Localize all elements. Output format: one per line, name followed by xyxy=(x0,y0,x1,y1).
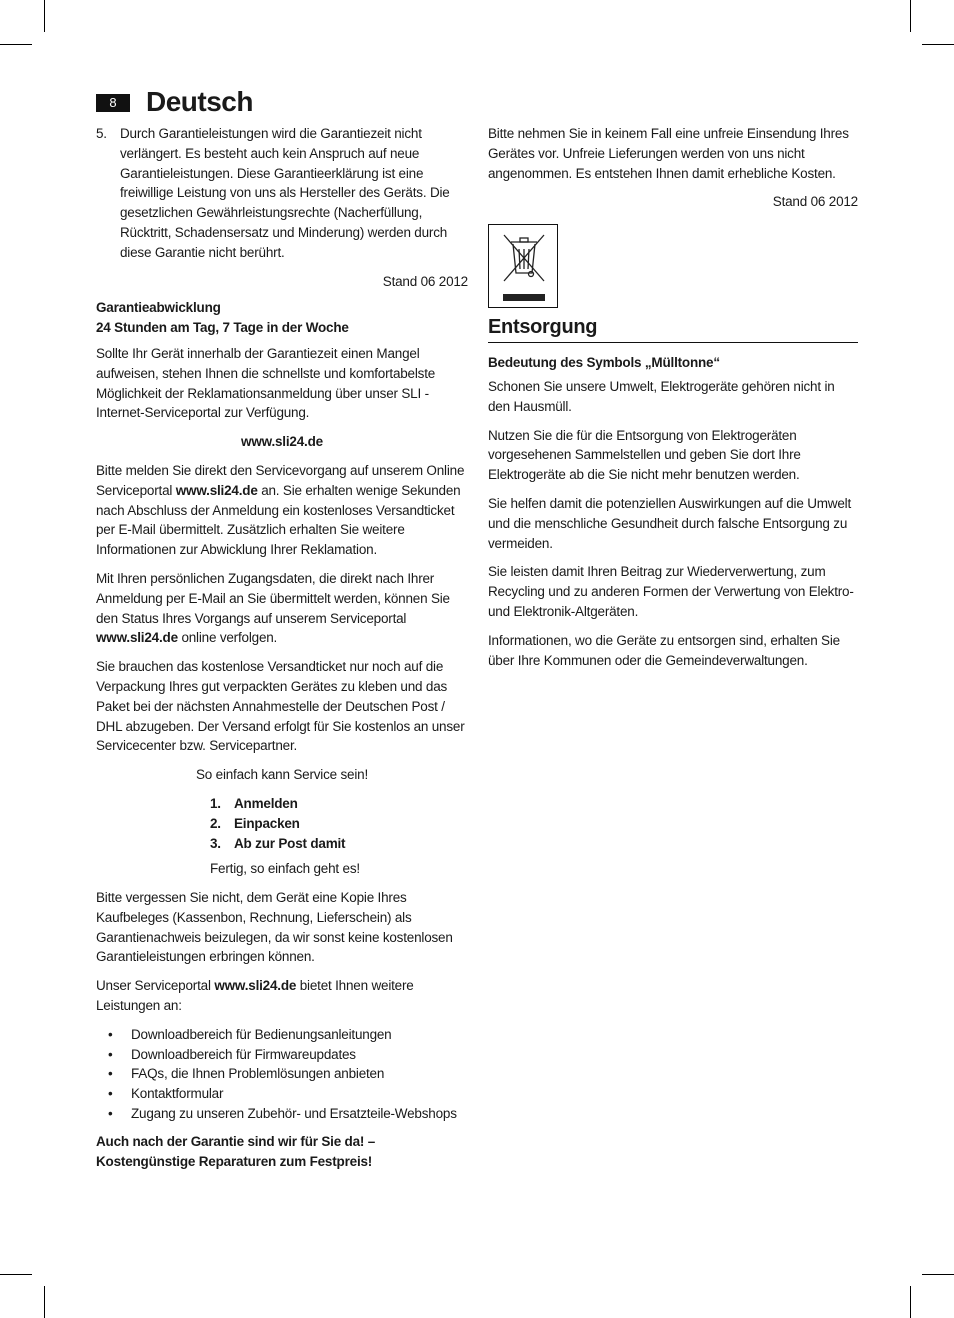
bullet-icon: • xyxy=(108,1086,113,1102)
service-url: www.sli24.de xyxy=(175,482,258,498)
list-item xyxy=(96,1084,468,1104)
list-item-text: Durch Garantieleistungen wird die Garantiezeit nicht verlängert. Es besteht auch kein Anspruch auf neue Garantieleistungen. Diese Garantieerklärung ist eine freiwillige Leistung von uns als Hersteller des Geräts. Die gesetzlichen Gewährleistungsrechte (Nacherfüllung, Rücktritt, Schadensersatz und Minderung) werden durch diese Garantie nicht berührt. xyxy=(120,126,450,260)
steps-list xyxy=(210,794,468,853)
text: bietet Ihnen weitere Leistungen an: xyxy=(96,978,414,1014)
list-item-text: Downloadbereich für Firmwareupdates xyxy=(131,1046,356,1062)
crop-mark xyxy=(44,0,45,32)
section-subheading: 24 Stunden am Tag, 7 Tage in der Woche xyxy=(96,320,349,336)
step-label: Anmelden xyxy=(234,795,298,811)
text: Mit Ihren persönlichen Zugangsdaten, die direkt nach Ihrer Anmeldung per E-Mail an Sie übermittelt werden, können Sie den Status Ihres Vorgangs auf unserem Serviceportal xyxy=(96,570,450,626)
paragraph xyxy=(96,976,468,1016)
paragraph: Bitte nehmen Sie in keinem Fall eine unfreie Einsendung Ihres Gerätes vor. Unfreie Lieferungen werden von uns nicht angenommen. Es entstehen Ihnen damit erhebliche Kosten. xyxy=(488,126,849,181)
paragraph: Sie brauchen das kostenlose Versandticket nur noch auf die Verpackung Ihres gut verpackten Gerätes zu kleben und das Paket bei der nächsten Annahmestelle der Deutschen Post / DHL abzugeben. Der Versand erfolgt für Sie kostenlos an unser Servicecenter bzw. Servicepartner. xyxy=(96,659,465,754)
bullet-icon: • xyxy=(108,1026,113,1042)
service-url: www.sli24.de xyxy=(96,630,178,646)
list-item-number: 5. xyxy=(96,126,107,141)
bullet-icon: • xyxy=(108,1106,113,1122)
crop-mark xyxy=(910,0,911,32)
crop-mark xyxy=(910,1286,911,1318)
paragraph xyxy=(96,569,468,648)
crop-mark xyxy=(922,1274,954,1275)
fertig-text: Fertig, so einfach geht es! xyxy=(210,861,360,877)
paragraph: Sie leisten damit Ihren Beitrag zur Wiederverwertung, zum Recycling und zu anderen Formen der Verwertung von Elektro- und Elektronik-Altgeräten. xyxy=(488,564,854,619)
step-number: 3. xyxy=(210,835,221,851)
section-subheading: Bedeutung des Symbols „Mülltonne“ xyxy=(488,355,720,371)
services-list xyxy=(96,1025,468,1124)
crop-mark xyxy=(0,1274,32,1275)
paragraph: Sie helfen damit die potenziellen Auswirkungen auf die Umwelt und die menschliche Gesundheit durch falsche Entsorgung zu vermeiden. xyxy=(488,495,852,551)
text: Unser Serviceportal xyxy=(96,978,215,994)
list-item xyxy=(96,1025,468,1045)
list-item xyxy=(96,1104,468,1124)
service-url: www.sli24.de xyxy=(241,434,323,450)
crop-mark xyxy=(922,44,954,45)
paragraph: Bitte vergessen Sie nicht, dem Gerät eine Kopie Ihres Kaufbeleges (Kassenbon, Rechnung, Lieferschein) als Garantienachweis beizulegen, da wir sonst keine kostenlosen Garantieleistungen erbringen können. xyxy=(96,890,453,965)
language-title: Deutsch xyxy=(146,86,253,117)
stand-date: Stand 06 2012 xyxy=(382,273,468,289)
crop-mark xyxy=(0,44,32,45)
left-column xyxy=(96,124,468,1180)
paragraph: Sollte Ihr Gerät innerhalb der Garantiezeit einen Mangel aufweisen, stehen Ihnen die schnellste und komfortabelste Möglichkeit der Reklamationsanmeldung über unser SLI - Internet-Serviceportal zur Verfügung. xyxy=(96,345,436,421)
crossed-out-wheelie-bin-icon xyxy=(488,224,558,308)
closing-statement: Auch nach der Garantie sind wir für Sie da! – Kostengünstige Reparaturen zum Festpreis! xyxy=(96,1133,376,1169)
step-item xyxy=(210,794,468,814)
paragraph: Nutzen Sie die für die Entsorgung von Elektrogeräten vorgesehenen Sammelstellen und geben Sie dort Ihre Elektrogeräte ab die Sie nicht mehr benutzen werden. xyxy=(488,427,801,483)
step-number: 2. xyxy=(210,815,221,831)
paragraph xyxy=(96,461,468,560)
list-item-text: Zugang zu unseren Zubehör- und Ersatzteile-Webshops xyxy=(131,1106,457,1122)
step-item xyxy=(210,834,468,854)
list-item-text: FAQs, die Ihnen Problemlösungen anbieten xyxy=(131,1066,385,1082)
step-number: 1. xyxy=(210,795,221,811)
text: online verfolgen. xyxy=(177,630,278,646)
section-heading: Garantieabwicklung xyxy=(96,300,221,316)
crop-mark xyxy=(44,1286,45,1318)
paragraph: Informationen, wo die Geräte zu entsorgen sind, erhalten Sie über Ihre Kommunen oder die Gemeindeverwaltungen. xyxy=(488,632,840,668)
text: an. Sie erhalten wenige Sekunden nach Abschluss der Anmeldung ein kostenloses Versandticket per E-Mail übermittelt. Zusätzlich erhalten Sie weitere Informationen zur Abwicklung Ihrer Reklamation. xyxy=(96,482,461,558)
slogan: So einfach kann Service sein! xyxy=(195,767,369,783)
paragraph: Schonen Sie unsere Umwelt, Elektrogeräte gehören nicht in den Hausmüll. xyxy=(488,378,835,414)
page-number: 8 xyxy=(96,94,130,112)
service-url: www.sli24.de xyxy=(214,978,297,994)
right-column xyxy=(488,124,858,679)
list-item-text: Kontaktformular xyxy=(131,1086,224,1102)
list-item xyxy=(96,124,468,263)
bullet-icon: • xyxy=(108,1066,113,1082)
step-label: Ab zur Post damit xyxy=(234,835,346,851)
list-item xyxy=(96,1045,468,1065)
list-item xyxy=(96,1064,468,1084)
text: Bitte melden Sie direkt den Servicevorgang auf unserem Online Serviceportal xyxy=(96,462,465,498)
stand-date: Stand 06 2012 xyxy=(772,194,858,210)
step-label: Einpacken xyxy=(234,815,300,831)
list-item-text: Downloadbereich für Bedienungsanleitungen xyxy=(131,1026,392,1042)
bullet-icon: • xyxy=(108,1046,113,1062)
section-title: Entsorgung xyxy=(488,314,858,343)
step-item xyxy=(210,814,468,834)
